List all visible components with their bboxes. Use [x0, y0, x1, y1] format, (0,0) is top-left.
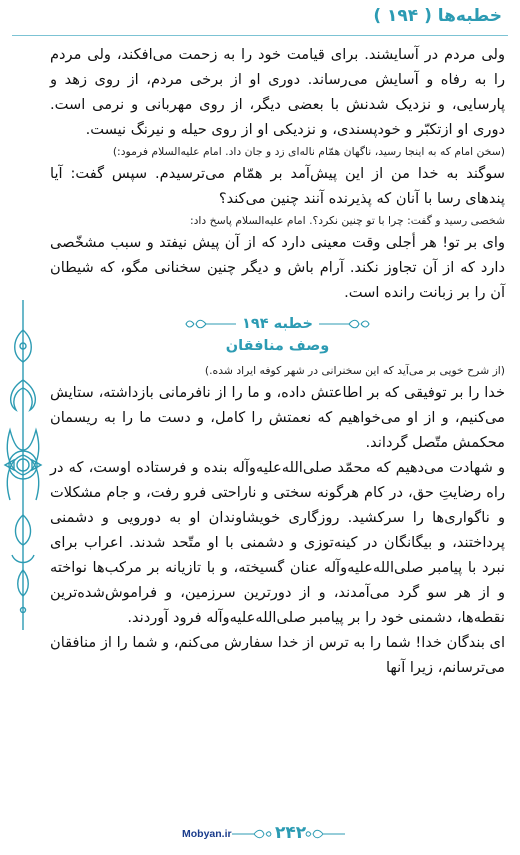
body-paragraph: وای بر تو! هر أجلی وقت معینی دارد که از آن پیش نیفتد و سبب مشخّصی دارد که از آن تجاوز نکند. آرام باش و دیگر چنین سخنانی مگو، که شیطان آن را بر زبانت رانده است. — [50, 234, 505, 301]
heading-ornament-right-icon — [319, 317, 371, 331]
footer-ornament-left-icon — [232, 828, 272, 840]
note-paragraph: (سخن امام که به اینجا رسید، ناگهان همّام ناله‌ای زد و جان داد. امام علیه‌السلام فرمود:) — [112, 145, 505, 158]
body-paragraph: خدا را بر توفیقی که بر اطاعتش داده، و ما را از نافرمانی بازداشته، ستایش می‌کنیم، و از او می‌خواهیم که نعمتش را کامل، و دست ما را به ریسمان محکمش متّصل گرداند. — [50, 384, 505, 451]
header-rule — [12, 35, 508, 36]
body-paragraph: ولی مردم در آسایشند. برای قیامت خود را به زحمت می‌افکند، ولی مردم را به رفاه و آسایش می‌رساند. دوری او از برخی مردم، از روی زهد و پارسایی، و نزدیک شدنش با بعضی دیگر، از روی مهربانی و نرمی است. دوری او ازتکبّر و خودپسندی، و نزدیکی او از روی حیله و نیرنگ نیست. — [50, 46, 505, 138]
sermon-number: خطبه ۱۹۴ — [242, 316, 313, 332]
note-paragraph: شخصی رسید و گفت: چرا با تو چنین نکرد؟. امام علیه‌السلام پاسخ داد: — [189, 214, 505, 227]
heading-ornament-left-icon — [184, 317, 236, 331]
body-paragraph: ای بندگان خدا! شما را به ترس از خدا سفارش می‌کنم، و شما را از منافقان می‌ترسانم، زیرا آنها — [50, 634, 505, 676]
site-link[interactable]: Mobyan.ir — [182, 828, 232, 840]
margin-ornament-icon — [2, 300, 44, 630]
body-paragraph: و شهادت می‌دهیم که محمّد صلی‌الله‌علیه‌وآله بنده و فرستاده اوست، که در راه رضایتِ حق، در کام هرگونه سختی و ناراحتی فرو رفت، و جام مشکلات و ناگواری‌ها را سرکشید. روزگاری خویشاوندان او به دورویی و دشمنی پرداختند، و بیگانگان در کینه‌توزی و دشمنی با او متّحد شدند. اعراب برای نبرد با پیامبر صلی‌الله‌علیه‌وآله عنان گسیخته، و با تازیانه بر مرکب‌ها نواخته و از هر سو گرد می‌آمدند، و از دورترین سرزمین، و فراموش‌شده‌ترین نقطه‌ها، دشمنی خود را بر پیامبر صلی‌الله‌علیه‌وآله فرود آوردند. — [50, 459, 505, 626]
page-number: ۲۴۲ — [275, 823, 307, 843]
sermon-heading — [50, 313, 505, 357]
page-footer — [0, 819, 520, 849]
sermon-subtitle: وصف منافقان — [225, 338, 330, 354]
body-paragraph: سوگند به خدا من از این پیش‌آمد بر همّام می‌ترسیدم. سپس گفت: آیا پندهای رسا با آنان که پذیرنده آنند چنین می‌کند؟ — [50, 165, 505, 207]
header-title: خطبه‌ها ( ۱۹۴ ) — [373, 6, 502, 26]
page-header — [0, 0, 520, 36]
footer-ornament-right-icon — [305, 828, 345, 840]
page-content — [50, 42, 505, 680]
note-paragraph: (از شرح خویی بر می‌آید که این سخنرانی در شهر کوفه ایراد شده.) — [204, 364, 505, 377]
